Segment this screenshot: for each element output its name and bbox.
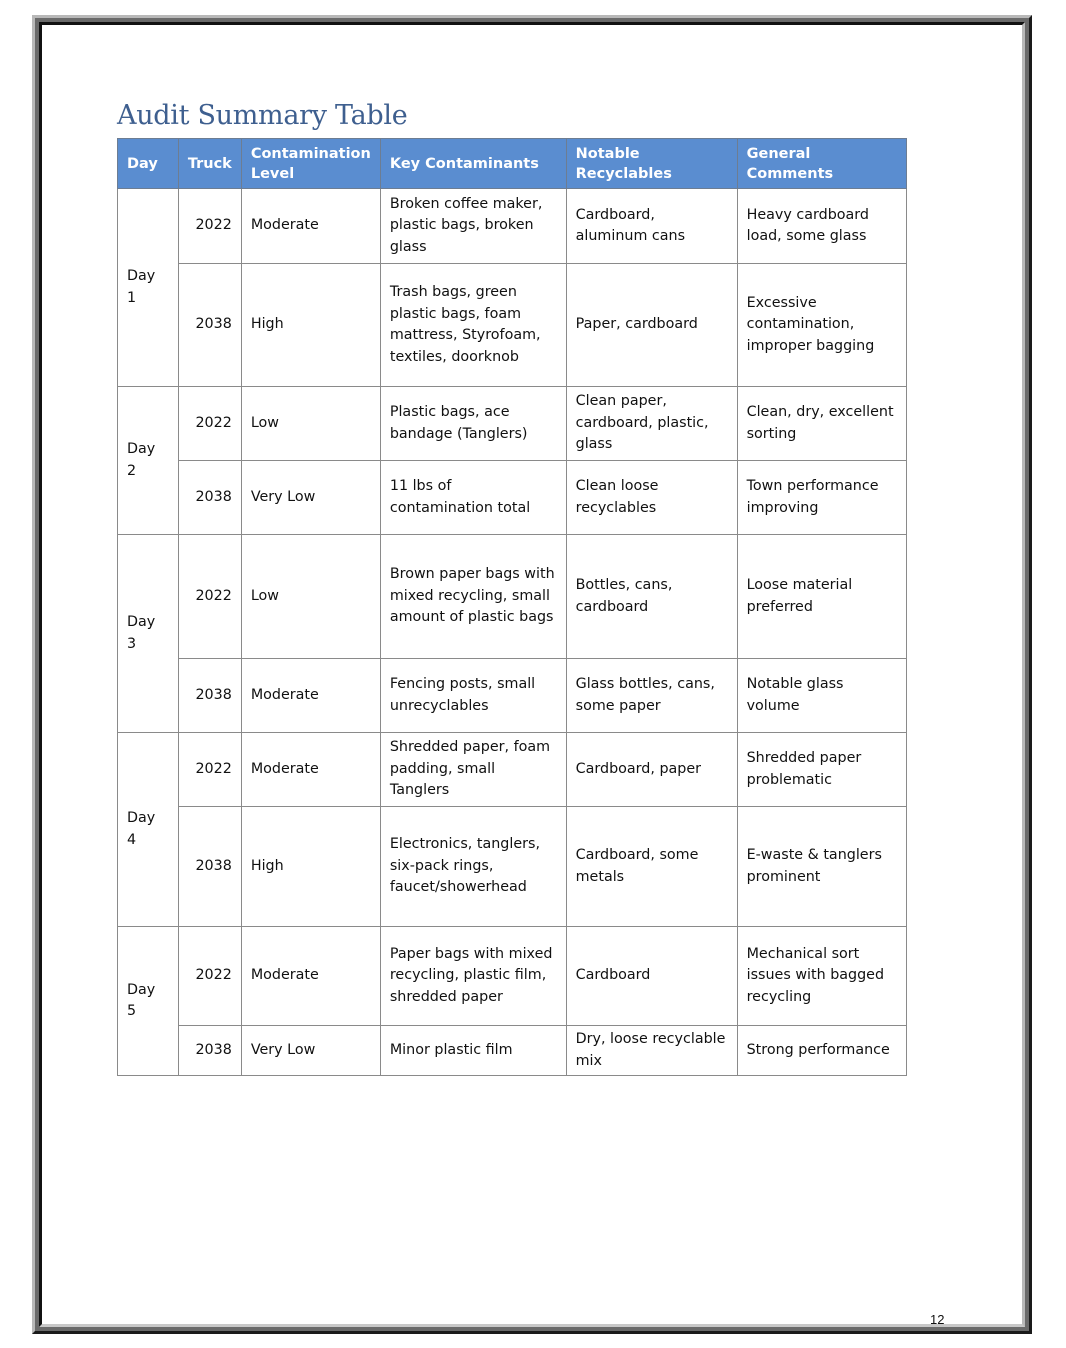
- recyclables-cell: Bottles, cans, cardboard: [566, 535, 737, 659]
- contaminants-cell: Shredded paper, foam padding, small Tanglers: [380, 733, 566, 807]
- level-cell: Low: [241, 387, 380, 461]
- truck-cell: 2038: [178, 264, 241, 387]
- table-row: [118, 264, 907, 387]
- header-key-contaminants: Key Contaminants: [380, 139, 566, 189]
- truck-cell: 2022: [178, 387, 241, 461]
- table-row: [118, 733, 907, 807]
- day-cell: Day 2: [118, 387, 179, 535]
- level-cell: High: [241, 807, 380, 927]
- comments-cell: Strong performance: [737, 1026, 906, 1076]
- comments-cell: Mechanical sort issues with bagged recycling: [737, 927, 906, 1026]
- table-row: [118, 659, 907, 733]
- contaminants-cell: 11 lbs of contamination total: [380, 461, 566, 535]
- day-cell: Day 5: [118, 927, 179, 1076]
- contaminants-cell: Trash bags, green plastic bags, foam mattress, Styrofoam, textiles, doorknob: [380, 264, 566, 387]
- header-contamination-level: Contamination Level: [241, 139, 380, 189]
- table-row: [118, 461, 907, 535]
- level-cell: High: [241, 264, 380, 387]
- contaminants-cell: Minor plastic film: [380, 1026, 566, 1076]
- recyclables-cell: Cardboard: [566, 927, 737, 1026]
- truck-cell: 2038: [178, 1026, 241, 1076]
- level-cell: Moderate: [241, 659, 380, 733]
- truck-cell: 2038: [178, 659, 241, 733]
- table-header-row: [118, 139, 907, 189]
- day-cell: Day 1: [118, 189, 179, 387]
- comments-cell: Excessive contamination, improper bagging: [737, 264, 906, 387]
- recyclables-cell: Cardboard, aluminum cans: [566, 189, 737, 264]
- page-number: 12: [930, 1312, 945, 1327]
- level-cell: Low: [241, 535, 380, 659]
- level-cell: Moderate: [241, 189, 380, 264]
- table-row: [118, 535, 907, 659]
- table-row: [118, 927, 907, 1026]
- truck-cell: 2038: [178, 461, 241, 535]
- level-cell: Moderate: [241, 733, 380, 807]
- contaminants-cell: Plastic bags, ace bandage (Tanglers): [380, 387, 566, 461]
- comments-cell: Notable glass volume: [737, 659, 906, 733]
- contaminants-cell: Paper bags with mixed recycling, plastic film, shredded paper: [380, 927, 566, 1026]
- truck-cell: 2022: [178, 535, 241, 659]
- day-cell: Day 3: [118, 535, 179, 733]
- contaminants-cell: Brown paper bags with mixed recycling, small amount of plastic bags: [380, 535, 566, 659]
- recyclables-cell: Glass bottles, cans, some paper: [566, 659, 737, 733]
- level-cell: Very Low: [241, 1026, 380, 1076]
- recyclables-cell: Dry, loose recyclable mix: [566, 1026, 737, 1076]
- contaminants-cell: Broken coffee maker, plastic bags, broken glass: [380, 189, 566, 264]
- document-title: Audit Summary Table: [117, 100, 408, 131]
- header-notable-recyclables: Notable Recyclables: [566, 139, 737, 189]
- day-cell: Day 4: [118, 733, 179, 927]
- contaminants-cell: Fencing posts, small unrecyclables: [380, 659, 566, 733]
- header-day: Day: [118, 139, 179, 189]
- truck-cell: 2022: [178, 189, 241, 264]
- comments-cell: Loose material preferred: [737, 535, 906, 659]
- recyclables-cell: Paper, cardboard: [566, 264, 737, 387]
- table-row: [118, 807, 907, 927]
- audit-summary-table: [117, 138, 907, 1076]
- recyclables-cell: Cardboard, paper: [566, 733, 737, 807]
- comments-cell: Clean, dry, excellent sorting: [737, 387, 906, 461]
- header-truck: Truck: [178, 139, 241, 189]
- table-row: [118, 387, 907, 461]
- table-row: [118, 189, 907, 264]
- comments-cell: E-waste & tanglers prominent: [737, 807, 906, 927]
- truck-cell: 2022: [178, 927, 241, 1026]
- recyclables-cell: Clean loose recyclables: [566, 461, 737, 535]
- contaminants-cell: Electronics, tanglers, six-pack rings, faucet/showerhead: [380, 807, 566, 927]
- recyclables-cell: Cardboard, some metals: [566, 807, 737, 927]
- truck-cell: 2022: [178, 733, 241, 807]
- truck-cell: 2038: [178, 807, 241, 927]
- recyclables-cell: Clean paper, cardboard, plastic, glass: [566, 387, 737, 461]
- level-cell: Very Low: [241, 461, 380, 535]
- table-row: [118, 1026, 907, 1076]
- comments-cell: Heavy cardboard load, some glass: [737, 189, 906, 264]
- comments-cell: Town performance improving: [737, 461, 906, 535]
- level-cell: Moderate: [241, 927, 380, 1026]
- header-general-comments: General Comments: [737, 139, 906, 189]
- comments-cell: Shredded paper problematic: [737, 733, 906, 807]
